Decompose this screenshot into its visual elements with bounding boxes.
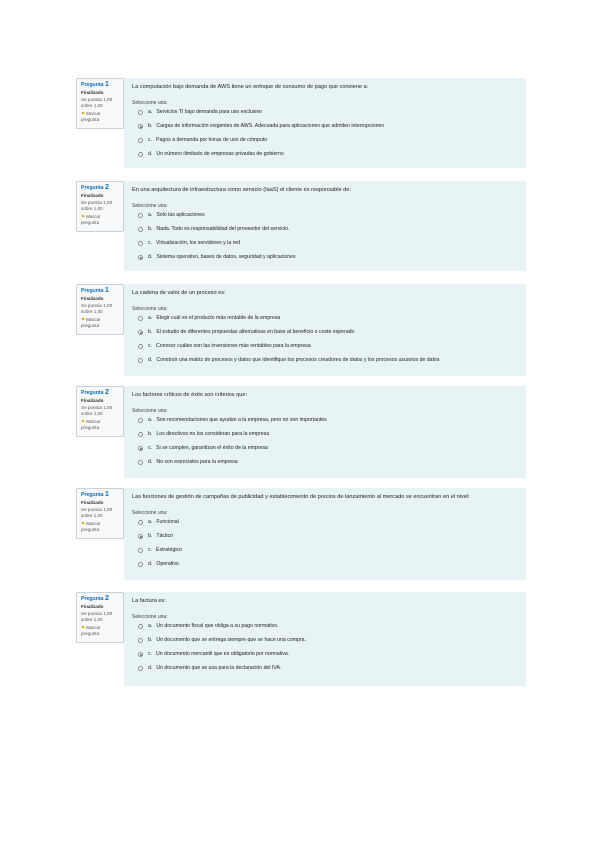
answer-option[interactable]: b. Táctico bbox=[132, 533, 518, 540]
question-state: Finalizado bbox=[81, 192, 104, 198]
radio-button[interactable] bbox=[138, 227, 143, 232]
flag-question-link[interactable]: ⚑Marcar pregunta bbox=[81, 214, 101, 225]
question-info bbox=[76, 78, 124, 129]
flag-icon: ⚑ bbox=[81, 317, 86, 323]
question-state: Finalizado bbox=[81, 89, 104, 95]
answer-prompt: Seleccione una: bbox=[132, 203, 168, 209]
radio-button[interactable] bbox=[138, 358, 143, 363]
question-state: Finalizado bbox=[81, 499, 104, 505]
question-number: Pregunta 1 bbox=[81, 287, 109, 294]
radio-button[interactable] bbox=[138, 432, 143, 437]
answer-prompt: Seleccione una: bbox=[132, 510, 168, 516]
answer-option[interactable]: d. Un número ilimitado de empresas privadas de gobierno bbox=[132, 151, 518, 158]
radio-button[interactable] bbox=[138, 344, 143, 349]
radio-button[interactable] bbox=[138, 316, 143, 321]
question-info bbox=[76, 386, 124, 437]
flag-icon: ⚑ bbox=[81, 214, 86, 220]
radio-button[interactable] bbox=[138, 330, 143, 335]
radio-button[interactable] bbox=[138, 241, 143, 246]
flag-icon: ⚑ bbox=[81, 521, 86, 527]
radio-button[interactable] bbox=[138, 652, 143, 657]
answer-prompt: Seleccione una: bbox=[132, 100, 168, 106]
answer-option[interactable]: d. Operativo bbox=[132, 561, 518, 568]
radio-button[interactable] bbox=[138, 460, 143, 465]
question-grade: Se puntúa 1,00 sobre 1,00 bbox=[81, 303, 113, 314]
question-info bbox=[76, 284, 124, 335]
question-content bbox=[124, 488, 526, 580]
question-text: La cadena de valor de un proceso es: bbox=[132, 290, 226, 296]
flag-icon: ⚑ bbox=[81, 111, 86, 117]
answer-option[interactable]: b. Nada. Todo es responsabilidad del proveedor del servicio. bbox=[132, 226, 518, 233]
answer-option[interactable]: d. Un documento que se usa para la declaración del IVA. bbox=[132, 665, 518, 672]
question-text: La factura es: bbox=[132, 598, 166, 604]
answer-option[interactable]: a. Solo las aplicaciones bbox=[132, 212, 518, 219]
radio-button[interactable] bbox=[138, 152, 143, 157]
answer-option[interactable]: d. No son esenciales para la empresa bbox=[132, 459, 518, 466]
answer-option[interactable]: c. Si se cumplen, garantizan el éxito de la empresa bbox=[132, 445, 518, 452]
radio-button[interactable] bbox=[138, 520, 143, 525]
question-content bbox=[124, 78, 526, 168]
radio-button[interactable] bbox=[138, 255, 143, 260]
answer-option[interactable]: b. Los directivos no los consideran para la empresa bbox=[132, 431, 518, 438]
question-info bbox=[76, 181, 124, 232]
question-text: En una arquitectura de infraestructura como servicio (IaaS) el cliente es responsable de: bbox=[132, 187, 351, 193]
radio-button[interactable] bbox=[138, 138, 143, 143]
flag-question-link[interactable]: ⚑Marcar pregunta bbox=[81, 111, 101, 122]
answer-prompt: Seleccione una: bbox=[132, 306, 168, 312]
question-state: Finalizado bbox=[81, 603, 104, 609]
answer-option[interactable]: a. Un documento fiscal que obliga a su pago normativo. bbox=[132, 623, 518, 630]
question-content bbox=[124, 592, 526, 686]
flag-question-link[interactable]: ⚑Marcar pregunta bbox=[81, 419, 101, 430]
flag-question-link[interactable]: ⚑Marcar pregunta bbox=[81, 317, 101, 328]
question-grade: Se puntúa 1,00 sobre 1,00 bbox=[81, 97, 113, 108]
question-state: Finalizado bbox=[81, 397, 104, 403]
answer-option[interactable]: a. Elegir cuál es el producto más rentable de la empresa bbox=[132, 315, 518, 322]
question-number: Pregunta 2 bbox=[81, 389, 109, 396]
answer-option[interactable]: c. Conocer cuáles son las inversiones más rentables para la empresa bbox=[132, 343, 518, 350]
answer-option[interactable]: d. Sistema operativo, bases de datos, seguridad y aplicaciones bbox=[132, 254, 518, 261]
radio-button[interactable] bbox=[138, 666, 143, 671]
flag-icon: ⚑ bbox=[81, 625, 86, 631]
question-content bbox=[124, 181, 526, 271]
question-content bbox=[124, 284, 526, 376]
radio-button[interactable] bbox=[138, 624, 143, 629]
answer-option[interactable]: c. Virtualización, los servidores y la red bbox=[132, 240, 518, 247]
radio-button[interactable] bbox=[138, 446, 143, 451]
answer-prompt: Seleccione una: bbox=[132, 408, 168, 414]
question-content bbox=[124, 386, 526, 478]
question-grade: Se puntúa 1,00 sobre 1,00 bbox=[81, 405, 113, 416]
radio-button[interactable] bbox=[138, 213, 143, 218]
answer-option[interactable]: a. Son recomendaciones que ayudan a la empresa, pero no son importantes bbox=[132, 417, 518, 424]
radio-button[interactable] bbox=[138, 548, 143, 553]
answer-option[interactable]: a. Funcional bbox=[132, 519, 518, 526]
radio-button[interactable] bbox=[138, 534, 143, 539]
question-text: Los factores críticos de éxito son criterios que: bbox=[132, 392, 248, 398]
question-text: Las funciones de gestión de campañas de publicidad y establecimiento de precios de lanzamiento al mercado se encuentran en el nivel: bbox=[132, 494, 470, 500]
answer-option[interactable]: c. Un documento mercantil que es obligatorio por normativa. bbox=[132, 651, 518, 658]
question-grade: Se puntúa 1,00 sobre 1,00 bbox=[81, 200, 113, 211]
answer-prompt: Seleccione una: bbox=[132, 614, 168, 620]
question-text: La computación bajo demanda de AWS tiene un enfoque de consumo de pago que conviene a: bbox=[132, 84, 369, 90]
flag-icon: ⚑ bbox=[81, 419, 86, 425]
radio-button[interactable] bbox=[138, 638, 143, 643]
question-number: Pregunta 1 bbox=[81, 491, 109, 498]
question-state: Finalizado bbox=[81, 295, 104, 301]
question-number: Pregunta 2 bbox=[81, 595, 109, 602]
radio-button[interactable] bbox=[138, 562, 143, 567]
answer-option[interactable]: b. El estudio de diferentes propuestas alternativas en base al beneficio o coste esperado bbox=[132, 329, 518, 336]
question-grade: Se puntúa 1,00 sobre 1,00 bbox=[81, 507, 113, 518]
question-grade: Se puntúa 1,00 sobre 1,00 bbox=[81, 611, 113, 622]
answer-option[interactable]: a. Servicios TI bajo demanda para uso exclusivo bbox=[132, 109, 518, 116]
flag-question-link[interactable]: ⚑Marcar pregunta bbox=[81, 625, 101, 636]
answer-option[interactable]: d. Construir una matriz de procesos y datos que identifique los procesos creadores de datos y los procesos usuarios de datos bbox=[132, 357, 518, 364]
flag-question-link[interactable]: ⚑Marcar pregunta bbox=[81, 521, 101, 532]
radio-button[interactable] bbox=[138, 418, 143, 423]
radio-button[interactable] bbox=[138, 124, 143, 129]
answer-option[interactable]: c. Estratégico bbox=[132, 547, 518, 554]
answer-option[interactable]: c. Pagos a demanda por horas de uso de cómputo bbox=[132, 137, 518, 144]
answer-option[interactable]: b. Un documento que se entrega siempre que se hace una compra. bbox=[132, 637, 518, 644]
question-info bbox=[76, 488, 124, 539]
question-number: Pregunta 2 bbox=[81, 184, 109, 191]
answer-option[interactable]: b. Cargas de información exigentes de AWS. Adecuada para aplicaciones que admiten interrupciones bbox=[132, 123, 518, 130]
question-number: Pregunta 1 bbox=[81, 81, 109, 88]
radio-button[interactable] bbox=[138, 110, 143, 115]
question-info bbox=[76, 592, 124, 643]
